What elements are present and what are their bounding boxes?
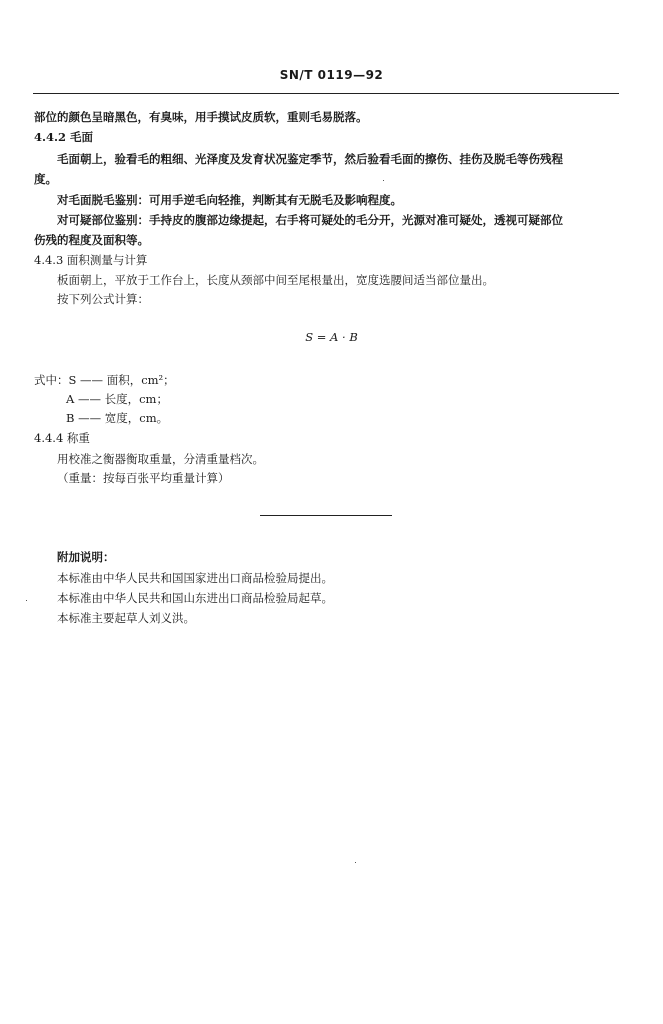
appendix-line-drafted: 本标准由中华人民共和国山东进出口商品检验局起草。 (57, 591, 333, 605)
formula-where-a: A —— 长度，cm； (66, 392, 168, 406)
paragraph-4-4-2-a-line1: 毛面朝上，验看毛的粗细、光泽度及发育状况鉴定季节，然后验看毛面的擦伤、挂伤及脱毛等伤残程 (57, 152, 563, 166)
section-heading-4-4-3: 4.4.3 面积测量与计算 (34, 253, 148, 267)
formula-where-b: B —— 宽度，cm。 (66, 411, 169, 425)
scan-speck (26, 600, 27, 601)
paragraph-4-4-2-a-line2: 度。 (34, 172, 57, 186)
header-rule (33, 93, 619, 94)
scan-speck (355, 862, 356, 863)
paragraph-4-4-3-b: 按下列公式计算： (57, 292, 149, 306)
paragraph-4-4-2-b: 对毛面脱毛鉴别：可用手逆毛向轻推，判断其有无脱毛及影响程度。 (57, 193, 402, 207)
paragraph-4-4-4-a: 用校准之衡器衡取重量，分清重量档次。 (57, 452, 264, 466)
continuation-line: 部位的颜色呈暗黑色，有臭味，用手摸试皮质软，重则毛易脱落。 (34, 110, 368, 124)
appendix-line-proposed: 本标准由中华人民共和国国家进出口商品检验局提出。 (57, 571, 333, 585)
section-heading-4-4-2: 4.4.2 毛面 (34, 130, 94, 144)
section-heading-4-4-4: 4.4.4 称重 (34, 431, 90, 445)
scan-speck (383, 180, 384, 181)
paragraph-4-4-2-c-line1: 对可疑部位鉴别：手持皮的腹部边缘提起，右手将可疑处的毛分开，光源对准可疑处，透视可疑部位 (57, 213, 563, 227)
paragraph-4-4-3-a: 板面朝上，平放于工作台上，长度从颈部中间至尾根量出，宽度选腰间适当部位量出。 (57, 273, 494, 287)
formula-where-s: 式中：S —— 面积，cm²； (34, 373, 175, 387)
appendix-line-drafter: 本标准主要起草人刘义洪。 (57, 611, 195, 625)
appendix-title: 附加说明： (57, 550, 115, 564)
area-formula: S = A · B (305, 330, 358, 344)
paragraph-4-4-4-b: （重量：按每百张平均重量计算） (57, 471, 230, 485)
standard-code-header: SN/T 0119—92 (279, 68, 384, 82)
end-of-standard-rule (260, 515, 392, 516)
paragraph-4-4-2-c-line2: 伤残的程度及面积等。 (34, 233, 149, 247)
